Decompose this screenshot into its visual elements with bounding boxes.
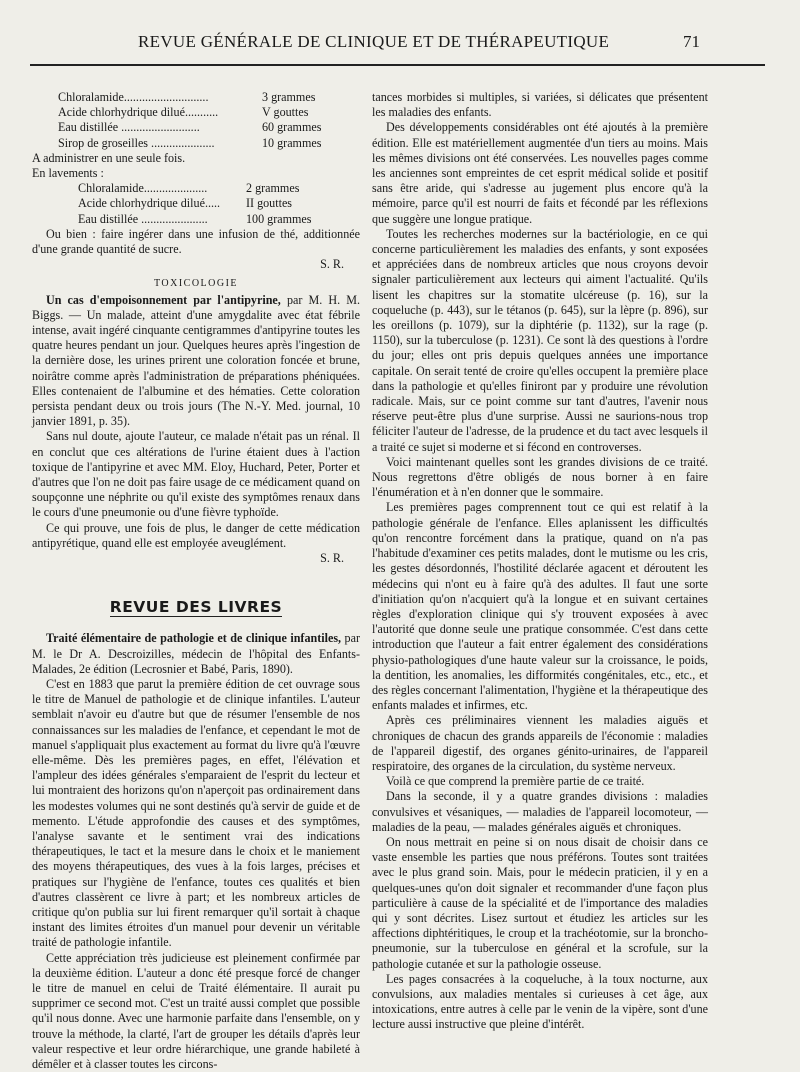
review-paragraph: Voici maintenant quelles sont les grandes divisions de ce traité. Nous regrettons d'être obligés de nous borner à en faire l'énumération et à n'en donner que le sommaire. <box>372 454 708 500</box>
ingredient-qty: 3 grammes <box>262 90 316 104</box>
book-citation: par M. le Dr A. Descroizilles, médecin de l'hôpital des Enfants-Malades, 2e édition (Lecrosnier et Babé, Paris, 1890). <box>32 631 360 676</box>
ou-bien-paragraph: Ou bien : faire ingérer dans une infusion de thé, additionnée d'une grande quantité de sucre. <box>32 226 360 256</box>
ingredient-qty: 100 grammes <box>246 211 312 226</box>
ingredient-name: Chloralamide..................... <box>78 181 208 196</box>
review-paragraph: Les premières pages comprennent tout ce qui est relatif à la pathologie générale de l'enfance. Elles aplanissent les difficultés qu'on rencontre forcément dans la pratique, quand on n'a pas l'habitude d'examiner ces petits malades, dont le mutisme ou les cris, les gestes désordonnés, l'hostilité déclarée agacent et déroutent les médecins qui n'ont eu à faire qu'à des adultes. Il faut une sorte d'initiation qu'on n'acquiert qu'à la longue et en suivant certaines règles d'exploration clinique qui s'y trouvent exposées à avec l'autorité que donne seule une pratique consommée. C'est dans cette introduction que l'auteur a fait entrer également des considérations physio-pathologiques d'une haute valeur sur la croissance, le poids, la dentition, les anomalies, les difformités congénitales, etc., etc., et des règles concernant l'alimentation, l'hygiène et la thérapeutique des enfants malades et infirmes, etc. <box>372 500 708 713</box>
ingredient-name: Acide chlorhydrique dilué........... <box>58 105 219 120</box>
review-paragraph: Cette appréciation très judicieuse est pleinement confirmée par la deuxième édition. L'auteur a donc été presque forcé de changer le titre de manuel en celui de Traité élémentaire. Il aurait pu supprimer ce second mot. C'est un traité aussi complet que possible qu'il nous donne. Avec une harmonie parfaite dans l'ensemble, on y trouve la méthode, la clarté, l'art de grouper les détails d'après leur valeur respective et leur ordre hiérarchique, une grande habileté à démêler et à classer toutes les circons- <box>32 950 360 1072</box>
review-paragraph: tances morbides si multiples, si variées, si délicates que présentent les maladies des enfants. <box>372 90 708 120</box>
article-text: par M. H. M. Biggs. — Un malade, atteint d'une amygdalite avec état fébrile intense, avait ingéré cinquante centigrammes d'antipyrine toutes les quatre heures pendant un jour. Quelques heures après l'ingestion de la dernière dose, les urines prirent une coloration foncée et brune, noirâtre comme après l'administration de préparations phéniquées. Elles contenaient de l'albumine et des hématies. Cette coloration persista pendant deux ou trois jours (The N.-Y. Med. journal, 10 janvier 1891, p. 35). <box>32 292 360 429</box>
recipe-line <box>32 196 360 211</box>
review-paragraph: Voilà ce que comprend la première partie de ce traité. <box>386 774 645 789</box>
review-paragraph: Les pages consacrées à la coqueluche, à la toux nocturne, aux convulsions, aux maladies mentales si curieuses à cet âge, aux intoxications, entre autres à celle par le venin de la vipère, sont d'une lecture aussi instructive que pleine d'intérêt. <box>372 971 708 1032</box>
toxicology-paragraph: Ce qui prouve, une fois de plus, le danger de cette médication antipyrétique, quand elle est employée aveuglément. <box>32 520 360 550</box>
ingredient-name: Acide chlorhydrique dilué..... <box>78 196 221 211</box>
left-column <box>32 90 360 1072</box>
toxicology-paragraph: Sans nul doute, ajoute l'auteur, ce malade n'était pas un rénal. Il en conclut que ces altérations de l'urine étaient dues à l'action toxique de l'antipyrine et avec MM. Eloy, Huchard, Peter, Porter et d'autres que l'on ne doit pas faire usage de ce médicament quand on soupçonne une néphrite ou qu'il existe des symptômes renaux dans le cours d'une pneumonie ou d'une fièvre typhoïde. <box>32 429 360 520</box>
header-rule <box>30 64 765 66</box>
recipe-line <box>32 136 360 151</box>
journal-title: REVUE GÉNÉRALE DE CLINIQUE ET DE THÉRAPEUTIQUE <box>138 32 610 51</box>
ingredient-name: Sirop de groseilles ..................... <box>58 135 215 150</box>
ingredient-name: Chloralamide............................ <box>58 90 209 104</box>
recipe-line <box>32 90 360 105</box>
article-title: Un cas d'empoisonnement par l'antipyrine, <box>46 292 281 307</box>
section-heading-text: REVUE DES LIVRES <box>109 598 283 617</box>
administer-line: A administrer en une seule fois. <box>32 150 186 165</box>
signature: S. R. <box>320 257 344 272</box>
toxicology-paragraph <box>32 293 360 430</box>
ingredient-qty: II gouttes <box>246 196 293 211</box>
recipe-line <box>32 105 360 120</box>
ingredient-name: Eau distillée ...................... <box>78 211 208 226</box>
recipe-oral <box>32 90 360 151</box>
ingredient-name: Eau distillée .......................... <box>58 120 200 135</box>
section-heading-revue-livres <box>32 600 360 617</box>
book-review-heading <box>32 631 360 677</box>
book-title: Traité élémentaire de pathologie et de clinique infantiles, <box>46 631 342 646</box>
ingredient-qty: 2 grammes <box>246 181 300 196</box>
recipe-line <box>32 120 360 135</box>
ingredient-qty: 10 grammes <box>262 135 322 150</box>
recipe-line <box>32 212 360 227</box>
review-paragraph: C'est en 1883 que parut la première édition de cet ouvrage sous le titre de Manuel de pathologie et de clinique infantiles. L'auteur semblait n'avoir eu d'autre but que de résumer l'ensemble de nos connaissances sur les maladies de l'enfance, et cependant le mot de manuel s'appliquait plus exactement au format du livre qu'à l'œuvre elle-même. Dès les premières pages, en effet, l'élévation et l'ampleur des idées générales s'emparaient de l'esprit du lecteur et lui montraient des horizons qu'on n'aperçoit pas ordinairement dans les modestes volumes qui ne sont destinés qu'à servir de guide et de memento. L'étude approfondie des causes et des symptômes, l'analyse savante et le sentiment vrai des indications thérapeutiques, le tact et la mesure dans le choix et le maniement des moyens thérapeutiques, des vues à la fois larges, précises et pratiques sur l'hygiène de l'enfance, toutes ces qualités et bien d'autres classèrent ce livre à part; et les nombreux articles de critique qu'on publia sur lui firent remarquer qu'il sortait à chaque instant des limites étroites d'un manuel pour devenir un véritable traité de pathologie infantile. <box>32 677 360 950</box>
review-paragraph: Dans la seconde, il y a quatre grandes divisions : maladies convulsives et vésaniques, — maladies de l'appareil locomoteur, — maladies de la peau, — malades générales aiguës et chroniques. <box>372 789 708 834</box>
review-paragraph: Des développements considérables ont été ajoutés à la première édition. Elle est matériellement augmentée d'un tiers au moins. Mais les mêmes divisions ont été conservées. Les nouvelles pages comme les anciennes sont empreintes de cet esprit médical solide et positif sans être aride, qui s'adresse au jugement plus encore qu'à la mémoire, parce qu'il est nourri de faits et fécondé par les réflexions que suggère une longue pratique. <box>372 120 708 226</box>
signature: S. R. <box>320 550 344 565</box>
ingredient-qty: V gouttes <box>262 105 309 120</box>
review-paragraph: Après ces préliminaires viennent les maladies aiguës et chroniques de chacun des grands appareils de l'économie : maladies de l'appareil digestif, des organes génito-urinaires, de l'appareil respiratoire, des organes de la circulation, du système nerveux. <box>372 713 708 773</box>
review-paragraph: On nous mettrait en peine si on nous disait de choisir dans ce vaste ensemble les parties que nous préférons. Toutes sont traitées avec le plus grand soin. Mais, pour le médecin praticien, il y en a quelques-unes qu'on doit signaler et recommander d'une façon plus particulière à cause de la spécialité et de l'importance des maladies qui y sont décrites. Lisez surtout et étudiez les articles sur les affections diphtéritiques, le croup et la trachéotomie, sur la broncho-pneumonie, sur la tuberculose en général et la scrofule, sur la pathologie cutanée et sur la pathologie osseuse. <box>372 834 708 971</box>
recipe-line <box>32 181 360 196</box>
review-paragraph: Toutes les recherches modernes sur la bactériologie, en ce qui concerne particulièrement les maladies des enfants, y sont exposées et appréciées dans de nombreux articles que nous croyons devoir signaler particulièrement aux lecteurs qui aiment l'actualité. Qu'ils lisent les chapitres sur la stomatite ulcéreuse (p. 16), sur la coqueluche (p. 443), sur le tétanos (p. 645), sur la lèpre (p. 896), sur les oreillons (p. 1079), sur la diphtérie (p. 1132), sur la rage (p. 1150), sur la tuberculose (p. 1231). Ce sont là des questions à l'ordre du jour; elles ont pris depuis quelques années une importance capitale. On serait tenté de croire qu'elles occupent la première place dans la pathologie et qu'elles finiront par y produire une révolution radicale. Mais, sur ce point comme sur tant d'autres, l'avenir nous réserve peut-être plus d'une surprise. Aussi ne saurions-nous trop féliciter l'auteur de l'adresse, de la prudence et du tact avec lesquels il a traité ce sujet si moderne et si fécond en controverses. <box>372 226 708 454</box>
right-column <box>372 90 708 1033</box>
page-number: 71 <box>683 32 700 51</box>
ingredient-qty: 60 grammes <box>262 120 322 135</box>
running-header <box>0 32 800 60</box>
lavements-line: En lavements : <box>32 165 104 180</box>
section-heading-toxicologie: TOXICOLOGIE <box>153 278 239 290</box>
recipe-enema <box>32 181 360 227</box>
